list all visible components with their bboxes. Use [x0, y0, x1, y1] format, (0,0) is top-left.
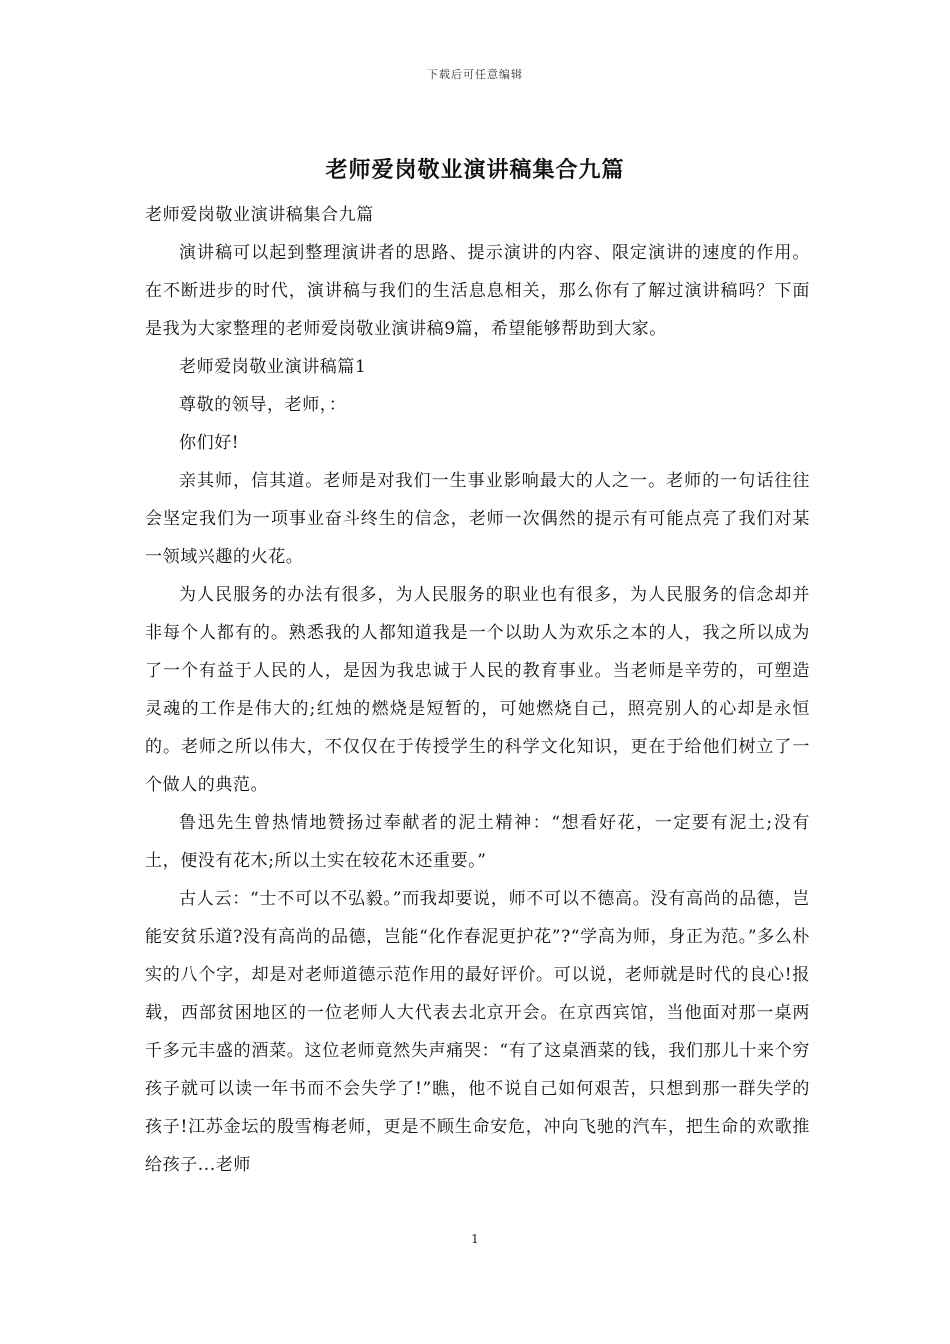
- document-title: 老师爱岗敬业演讲稿集合九篇: [325, 157, 625, 183]
- section-heading: 老师爱岗敬业演讲稿篇1: [179, 357, 367, 377]
- page-number: 1: [471, 1232, 479, 1246]
- subtitle-paragraph: 老师爱岗敬业演讲稿集合九篇: [145, 205, 374, 225]
- salutation-paragraph: 尊敬的领导，老师，：: [179, 395, 347, 415]
- greeting-paragraph: 你们好!: [179, 433, 240, 453]
- page-header-note: 下载后可任意编辑: [427, 68, 523, 81]
- body-paragraph: 为人民服务的办法有很多，为人民服务的职业也有很多，为人民服务的信念却并非每个人都有的。熟悉我的人都知道我是一个以助人为欢乐之本的人，我之所以成为了一个有益于人民的人，是因为我忠诚于人民的教育事业。当老师是辛劳的，可塑造灵魂的工作是伟大的;红烛的燃烧是短暂的，可她燃烧自己，照亮别人的心却是永恒的。老师之所以伟大，不仅仅在于传授学生的科学文化知识，更在于给他们树立了一个做人的典范。: [145, 585, 810, 795]
- document-body: [145, 196, 810, 1184]
- body-paragraph: 古人云：“士不可以不弘毅。”而我却要说，师不可以不德高。没有高尚的品德，岂能安贫乐道?没有高尚的品德，岂能“化作春泥更护花”?“学高为师，身正为范。”多么朴实的八个字，却是对老师道德示范作用的最好评价。可以说，老师就是时代的良心!报载，西部贫困地区的一位老师人大代表去北京开会。在京西宾馆，当他面对那一桌两千多元丰盛的酒菜。这位老师竟然失声痛哭：“有了这桌酒菜的钱，我们那儿十来个穷孩子就可以读一年书而不会失学了!”瞧，他不说自己如何艰苦，只想到那一群失学的孩子!江苏金坛的殷雪梅老师，更是不顾生命安危，冲向飞驰的汽车，把生命的欢歌推给孩子...老师: [145, 889, 810, 1175]
- body-paragraph: 鲁迅先生曾热情地赞扬过奉献者的泥土精神：“想看好花，一定要有泥土;没有土，便没有花木;所以土实在较花木还重要。”: [145, 813, 810, 871]
- intro-paragraph: 演讲稿可以起到整理演讲者的思路、提示演讲的内容、限定演讲的速度的作用。在不断进步的时代，演讲稿与我们的生活息息相关，那么你有了解过演讲稿吗？下面是我为大家整理的老师爱岗敬业演讲稿9篇，希望能够帮助到大家。: [145, 243, 810, 339]
- body-paragraph: 亲其师，信其道。老师是对我们一生事业影响最大的人之一。老师的一句话往往会坚定我们为一项事业奋斗终生的信念，老师一次偶然的提示有可能点亮了我们对某一领域兴趣的火花。: [145, 471, 810, 567]
